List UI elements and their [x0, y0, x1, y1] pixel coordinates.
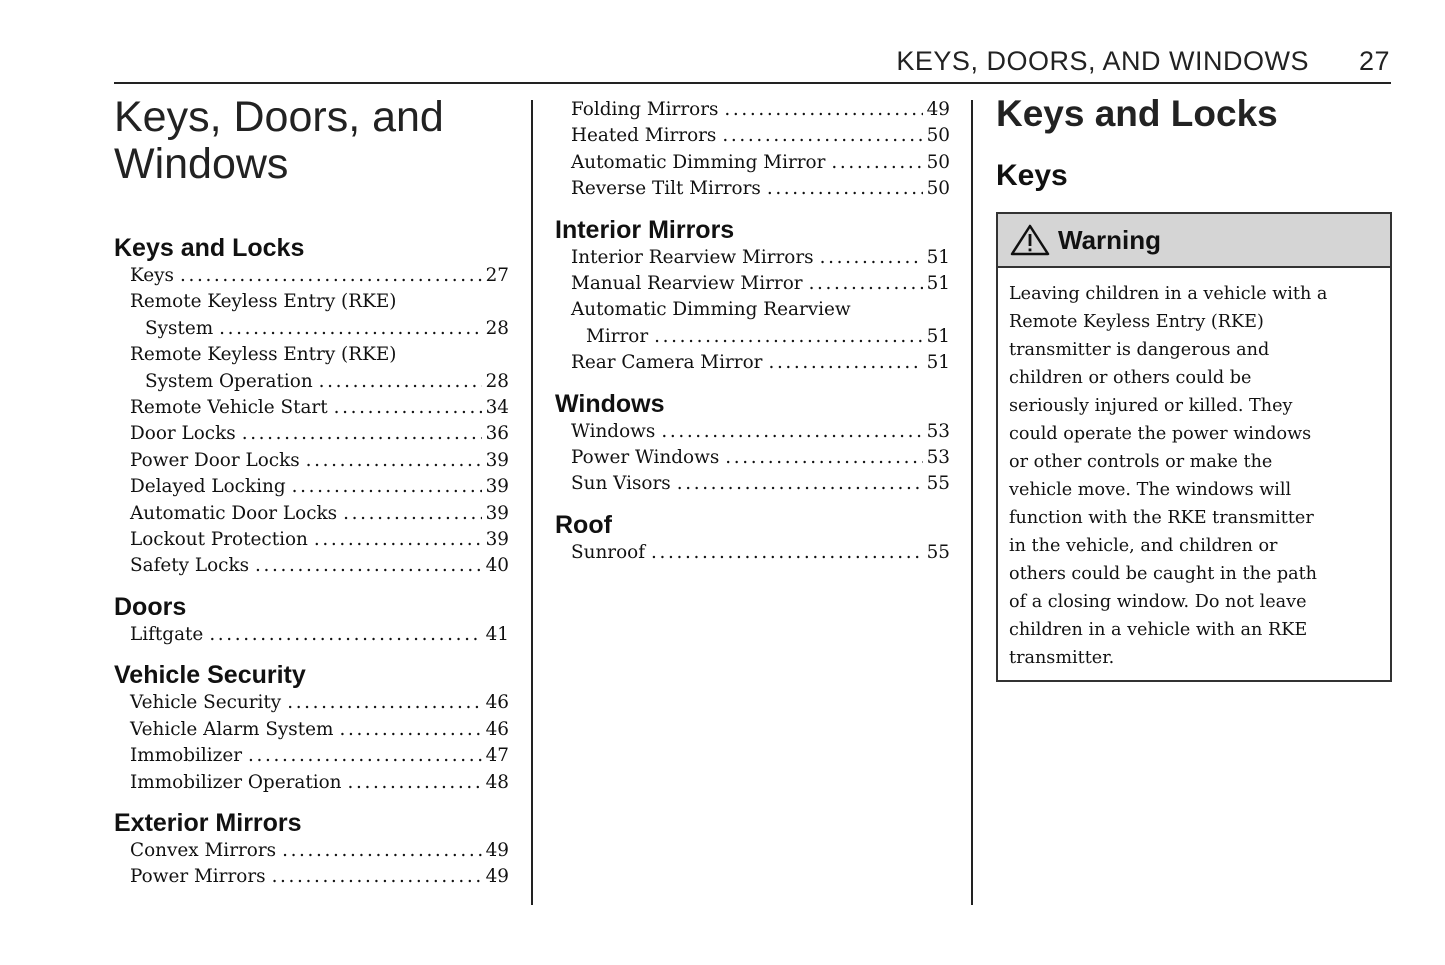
warning-text-line: others could be caught in the path [1009, 564, 1318, 584]
toc-entry-label: Manual Rearview Mirror [571, 273, 803, 295]
toc-entry-line [130, 838, 509, 864]
toc-section-heading: Windows [555, 389, 665, 418]
toc-entry[interactable] [114, 289, 509, 342]
toc-entry-page: 48 [485, 771, 509, 793]
dot-leader [343, 501, 481, 527]
toc-entry-line [130, 421, 509, 447]
dot-leader [654, 324, 922, 350]
toc-entry-label: Delayed Locking [130, 476, 286, 498]
dot-leader [767, 176, 923, 202]
toc-entry-line [571, 245, 950, 271]
toc-entry-page: 47 [485, 745, 509, 767]
dot-leader [820, 245, 923, 271]
toc-entry[interactable] [114, 838, 509, 864]
toc-entry[interactable] [114, 421, 509, 447]
dot-leader [255, 553, 482, 579]
warning-text-line: function with the RKE transmitter [1009, 508, 1314, 528]
toc-entry-page: 51 [926, 325, 950, 347]
toc-entry-line [130, 448, 509, 474]
toc-entry-label: System [145, 317, 214, 339]
toc-entry-label: Remote Keyless Entry (RKE) [130, 344, 397, 366]
content-column [996, 94, 1391, 193]
toc-entry-line [571, 419, 950, 445]
toc-entry[interactable] [555, 123, 950, 149]
toc-entry[interactable] [114, 743, 509, 769]
chapter-title-line: Keys, Doors, and [114, 93, 444, 141]
toc-section [114, 809, 509, 891]
dot-leader [334, 395, 482, 421]
column-divider [531, 100, 533, 905]
warning-text-line: children in a vehicle with an RKE [1009, 620, 1308, 640]
toc-entry[interactable] [114, 501, 509, 527]
toc-entry-page: 39 [485, 529, 509, 551]
toc-entry-page: 49 [485, 866, 509, 888]
toc-entry[interactable] [114, 263, 509, 289]
toc-entry-line [571, 297, 950, 323]
dot-leader [314, 527, 482, 553]
toc-entry[interactable] [555, 419, 950, 445]
toc-section [555, 216, 950, 377]
toc-entry-label: Remote Vehicle Start [130, 397, 328, 419]
dot-leader [339, 717, 481, 743]
toc-column-1 [114, 94, 509, 904]
toc-entry[interactable] [555, 150, 950, 176]
toc-entry-line [130, 369, 509, 395]
toc-entry-page: 55 [926, 473, 950, 495]
toc-entry-label: Automatic Dimming Mirror [571, 151, 826, 173]
warning-text-line: or other controls or make the [1009, 452, 1273, 472]
toc-entry-page: 28 [485, 317, 509, 339]
warning-text-line: seriously injured or killed. They [1009, 396, 1293, 416]
toc-entry-page: 46 [485, 692, 509, 714]
toc-entry[interactable] [114, 770, 509, 796]
toc-entry-page: 49 [926, 99, 950, 120]
toc-entry-page: 34 [485, 397, 509, 419]
toc-entry-line [130, 864, 509, 890]
toc-section [555, 390, 950, 498]
dot-leader [724, 97, 922, 123]
toc-section-heading: Exterior Mirrors [114, 808, 302, 837]
toc-entry-label: Interior Rearview Mirrors [571, 246, 814, 268]
toc-entry[interactable] [114, 717, 509, 743]
toc-column-2 [555, 97, 950, 579]
dot-leader [209, 622, 481, 648]
warning-text [998, 268, 1390, 672]
toc-entry-label: Power Windows [571, 447, 720, 469]
toc-entry-label: Power Door Locks [130, 449, 300, 471]
header-section: KEYS, DOORS, AND WINDOWS [896, 46, 1309, 76]
toc-section [114, 661, 509, 796]
toc-entry-page: 53 [926, 447, 950, 469]
toc-entry-label: Convex Mirrors [130, 839, 277, 861]
toc-entry-label: Door Locks [130, 423, 236, 445]
column-divider [971, 100, 973, 905]
toc-section-heading: Keys and Locks [114, 234, 305, 262]
toc-entry[interactable] [555, 176, 950, 202]
toc-entry-page: 50 [926, 178, 950, 200]
toc-entry[interactable] [114, 395, 509, 421]
toc-entry-line [130, 395, 509, 421]
toc-entry[interactable] [555, 540, 950, 566]
toc-entry-label: Heated Mirrors [571, 125, 717, 147]
dot-leader [651, 540, 923, 566]
toc-entry-label: Safety Locks [130, 555, 250, 577]
toc-section-heading: Doors [114, 592, 187, 621]
toc-entry-line [130, 527, 509, 553]
warning-text-line: of a closing window. Do not leave [1009, 592, 1307, 612]
toc-entry-page: 39 [485, 449, 509, 471]
toc-entry-line [571, 176, 950, 202]
toc-section-heading: Roof [555, 510, 612, 539]
toc-entry[interactable] [555, 445, 950, 471]
dot-leader [287, 690, 481, 716]
toc-entry-label: Automatic Door Locks [130, 502, 338, 524]
page-number: 27 [1358, 46, 1390, 76]
toc-entry[interactable] [114, 864, 509, 890]
dot-leader [248, 743, 482, 769]
toc-entry[interactable] [114, 342, 509, 395]
toc-entry-line [571, 97, 950, 123]
toc-section-heading: Interior Mirrors [555, 215, 735, 244]
toc-entry-line [130, 342, 509, 368]
toc-entry[interactable] [555, 350, 950, 376]
toc-entry-page: 36 [485, 423, 509, 445]
toc-entry-page: 40 [485, 555, 509, 577]
toc-entry-line [130, 743, 509, 769]
toc-entry-page: 28 [485, 370, 509, 392]
toc-entry-page: 51 [926, 246, 950, 268]
dot-leader [180, 263, 482, 289]
toc-entry-line [571, 540, 950, 566]
toc-entry-label: Vehicle Security [130, 692, 282, 714]
warning-text-line: Leaving children in a vehicle with a [1009, 284, 1328, 304]
toc-entry-label: Rear Camera Mirror [571, 352, 763, 374]
running-header [896, 46, 1390, 77]
toc-entry-line [571, 471, 950, 497]
dot-leader [242, 421, 482, 447]
toc-entry-line [571, 324, 950, 350]
toc-entry-label: Immobilizer Operation [130, 771, 342, 793]
toc-entry-page: 27 [485, 265, 509, 286]
warning-header [998, 214, 1390, 268]
warning-box [996, 212, 1392, 682]
section-title: Keys and Locks [996, 93, 1278, 134]
toc-entry-page: 49 [485, 839, 509, 861]
toc-section-heading: Vehicle Security [114, 661, 306, 690]
dot-leader [809, 271, 923, 297]
toc-entry-label: Windows [571, 420, 656, 442]
toc-entry-line [571, 123, 950, 149]
warning-label: Warning [1058, 224, 1162, 255]
toc-section [114, 593, 509, 648]
toc-section [555, 97, 950, 203]
toc-entry-page: 51 [926, 352, 950, 374]
toc-entry-page: 39 [485, 476, 509, 498]
toc-entry-page: 50 [926, 151, 950, 173]
toc-entry[interactable] [114, 690, 509, 716]
toc-entry-page: 50 [926, 125, 950, 147]
toc-entry-page: 55 [926, 541, 950, 563]
toc-entry-label: Folding Mirrors [571, 99, 719, 120]
toc-entry-page: 51 [926, 273, 950, 295]
toc-entry-page: 39 [485, 502, 509, 524]
dot-leader [348, 770, 482, 796]
toc-section [555, 511, 950, 566]
warning-triangle-icon [1010, 224, 1050, 256]
toc-entry-line [130, 289, 509, 315]
warning-text-line: transmitter. [1009, 648, 1115, 668]
dot-leader [282, 838, 482, 864]
toc-entry-line [130, 474, 509, 500]
warning-text-line: transmitter is dangerous and [1009, 340, 1270, 360]
toc-entry[interactable] [555, 97, 950, 123]
toc-entry[interactable] [114, 527, 509, 553]
toc-entry-page: 46 [485, 718, 509, 740]
toc-entry-label: Power Mirrors [130, 866, 266, 888]
dot-leader [306, 448, 482, 474]
toc-entry-label: Sun Visors [571, 473, 671, 495]
toc-section [114, 234, 509, 580]
dot-leader [725, 445, 922, 471]
toc-entry-label: Reverse Tilt Mirrors [571, 178, 761, 200]
warning-text-line: vehicle move. The windows will [1009, 480, 1292, 500]
toc-entry-line [130, 263, 509, 289]
dot-leader [319, 369, 482, 395]
subsection-title: Keys [996, 159, 1068, 192]
warning-text-line: children or others could be [1009, 368, 1252, 388]
toc-entry[interactable] [114, 474, 509, 500]
toc-entry-label: Vehicle Alarm System [130, 718, 334, 740]
toc-entry-line [130, 690, 509, 716]
dot-leader [677, 471, 923, 497]
toc-entry-line [571, 271, 950, 297]
toc-entry[interactable] [555, 271, 950, 297]
warning-text-line: could operate the power windows [1009, 424, 1312, 444]
toc-entry[interactable] [555, 297, 950, 350]
toc-entry-page: 53 [926, 420, 950, 442]
toc-entry[interactable] [114, 448, 509, 474]
toc-entry[interactable] [114, 622, 509, 648]
toc-entry-line [571, 150, 950, 176]
toc-entry-label: Remote Keyless Entry (RKE) [130, 291, 397, 313]
toc-entry-label: Keys [130, 265, 174, 286]
dot-leader [722, 123, 922, 149]
toc-entry-label: Sunroof [571, 541, 646, 563]
dot-leader [272, 864, 482, 890]
toc-entry-label: Automatic Dimming Rearview [571, 299, 851, 321]
toc-entry-label: Lockout Protection [130, 529, 308, 551]
toc-entry-line [571, 350, 950, 376]
chapter-title-line: Windows [114, 140, 289, 188]
dot-leader [292, 474, 482, 500]
toc-entry-line [130, 717, 509, 743]
chapter-title [114, 94, 509, 188]
dot-leader [768, 350, 922, 376]
toc-list [555, 97, 950, 566]
toc-entry-label: System Operation [145, 370, 313, 392]
toc-entry-label: Liftgate [130, 623, 204, 645]
toc-entry-line [130, 622, 509, 648]
toc-entry[interactable] [555, 471, 950, 497]
toc-entry-line [571, 445, 950, 471]
toc-entry-line [130, 770, 509, 796]
header-rule [114, 82, 1391, 84]
toc-entry-line [130, 316, 509, 342]
warning-text-line: Remote Keyless Entry (RKE) [1009, 312, 1264, 332]
toc-entry-line [130, 553, 509, 579]
toc-entry-line [130, 501, 509, 527]
toc-entry-page: 41 [485, 623, 509, 645]
warning-text-line: in the vehicle, and children or [1009, 536, 1278, 556]
dot-leader [661, 419, 922, 445]
toc-list [114, 234, 509, 891]
toc-entry[interactable] [114, 553, 509, 579]
toc-entry[interactable] [555, 245, 950, 271]
dot-leader [219, 316, 481, 342]
toc-entry-label: Mirror [586, 325, 649, 347]
toc-entry-label: Immobilizer [130, 745, 242, 767]
dot-leader [831, 150, 922, 176]
